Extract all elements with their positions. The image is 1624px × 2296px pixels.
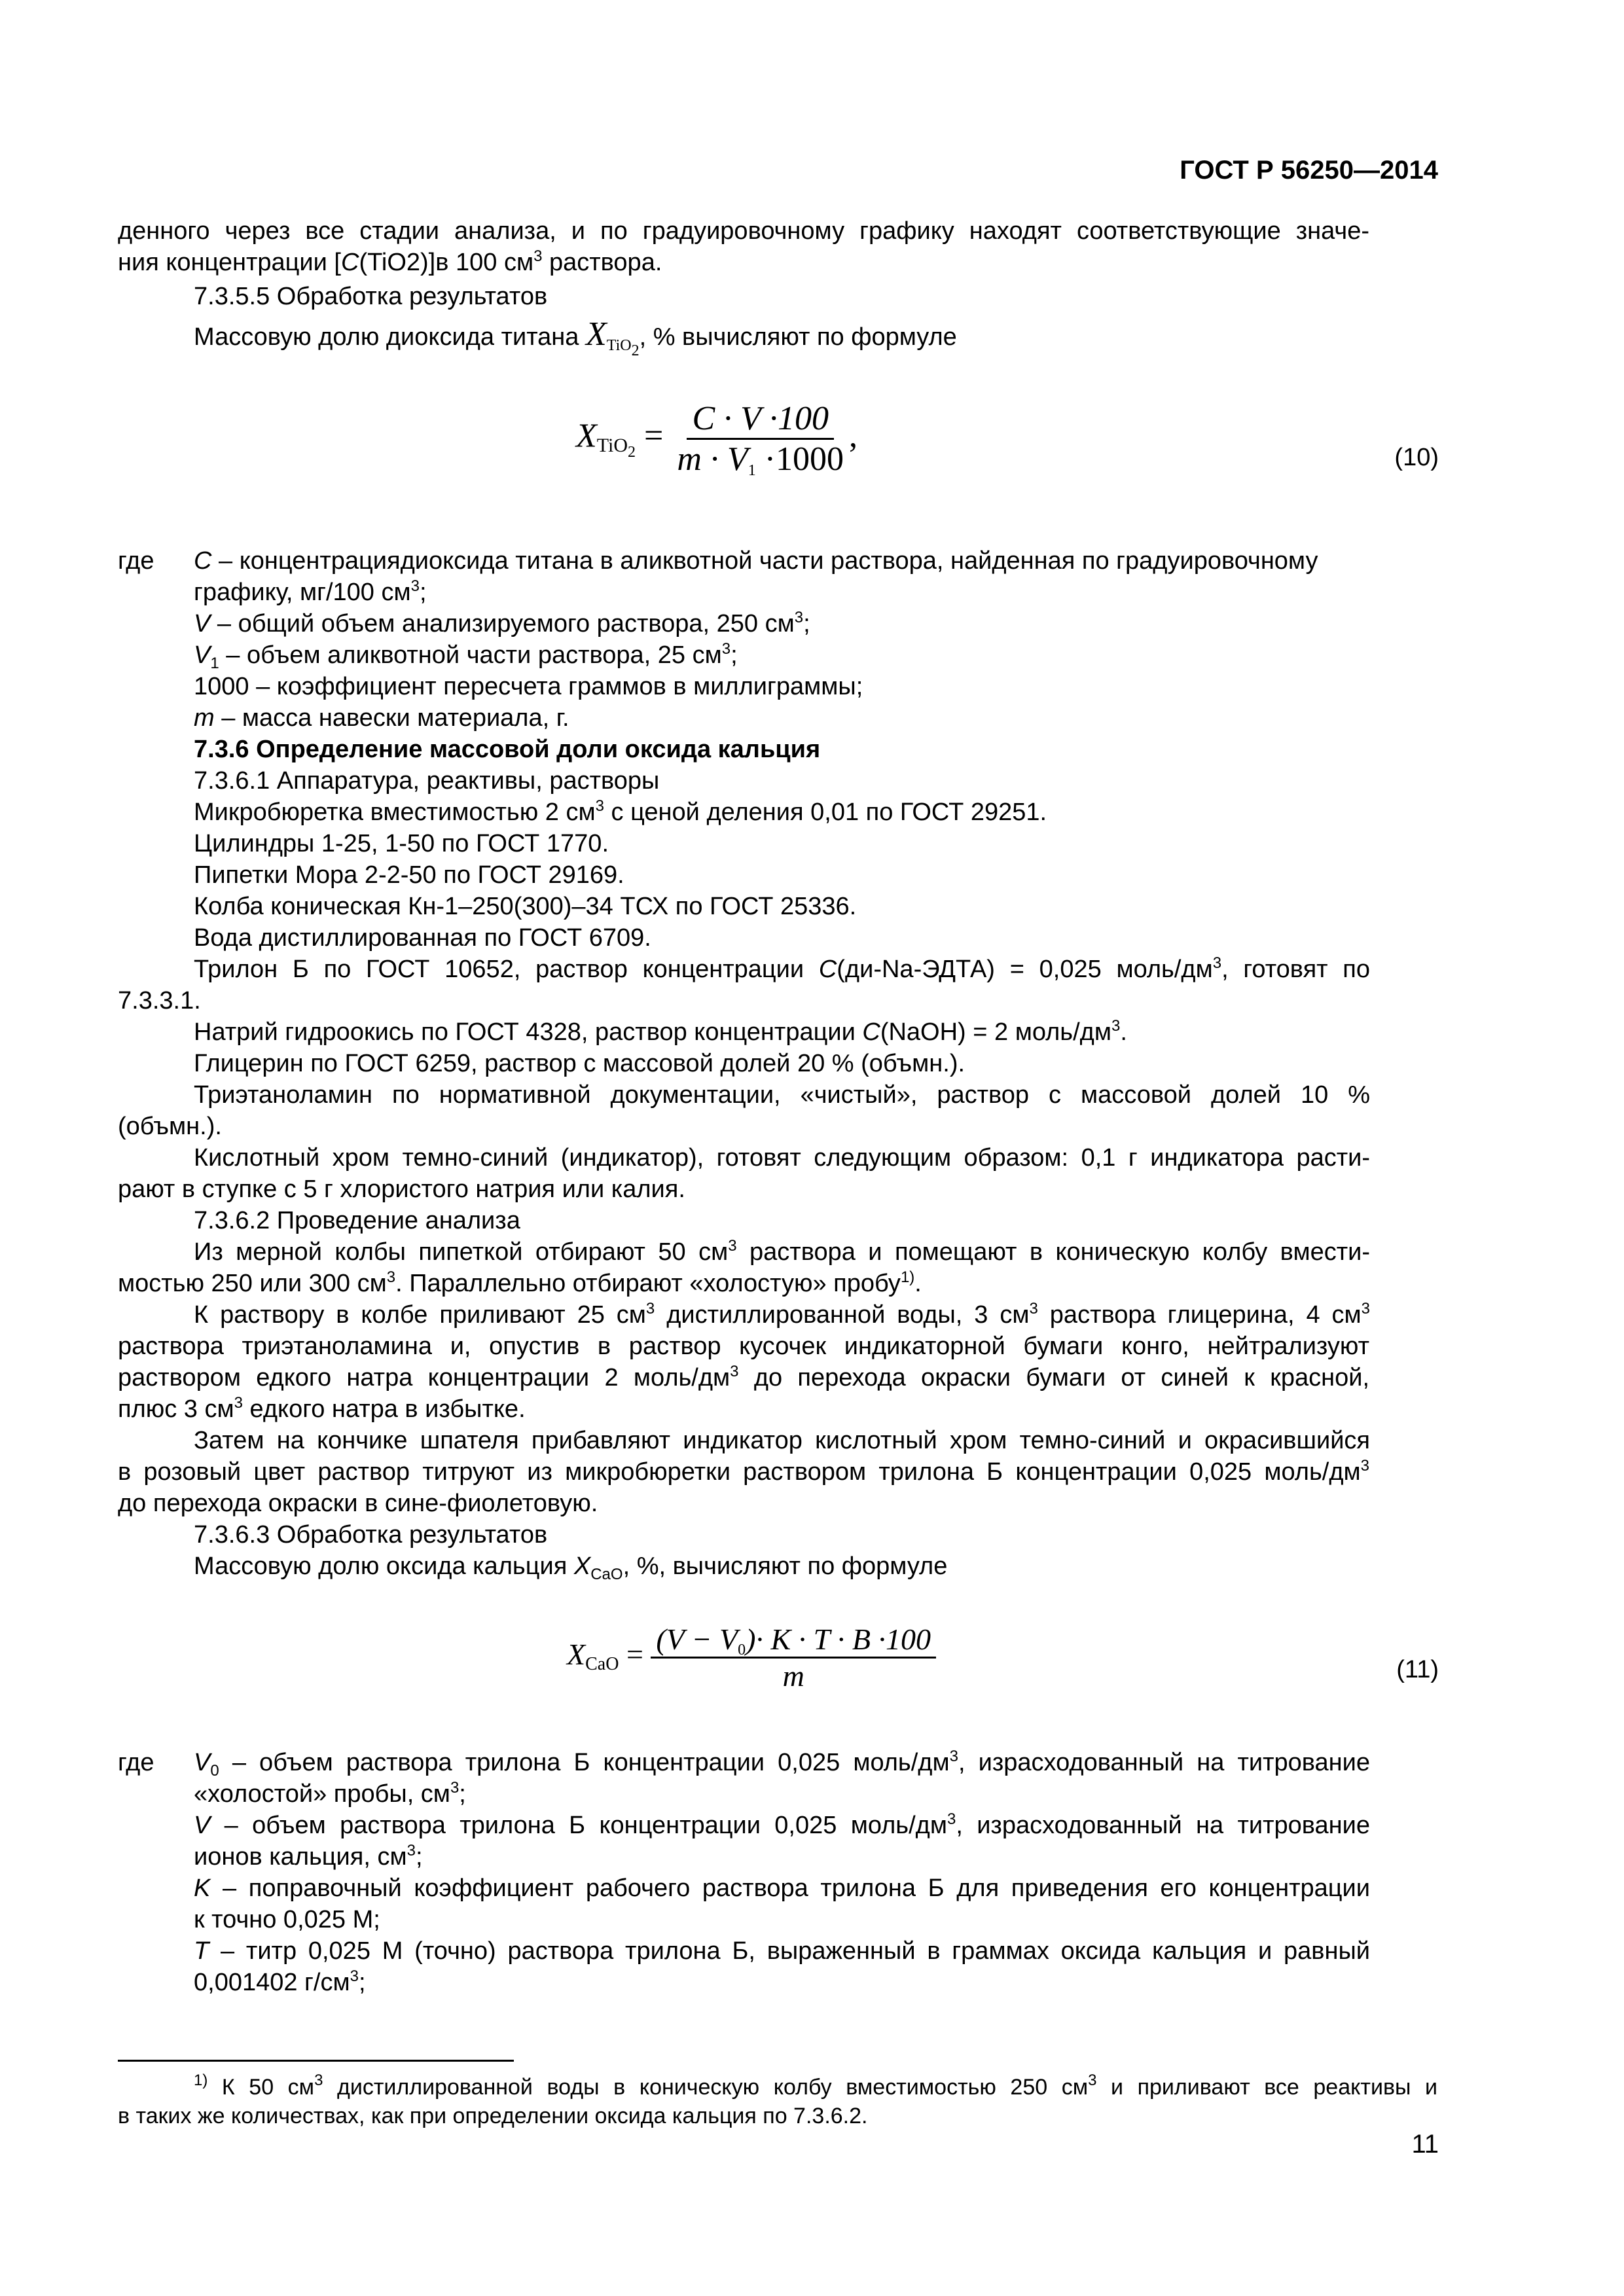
equipment-cylinders: Цилиндры 1-25, 1-50 по ГОСТ 1770. bbox=[194, 830, 609, 857]
where2-k: K – поправочный коэффициент рабочего раствора трилона Б для приведения его концентрации bbox=[194, 1874, 1370, 1902]
reagent-triethanolamine: Триэтаноламин по нормативной документации, «чистый», раствор с массовой долей 10 % bbox=[194, 1081, 1370, 1109]
where2-t-cont: 0,001402 $г/см^3$; bbox=[194, 1967, 366, 1996]
intro-line-2: ния концентрации [С(TiO2)]в 100 $см^3$ раствора. bbox=[118, 247, 662, 276]
where1-m: m – масса навески материала, г. bbox=[194, 704, 569, 732]
analysis-p3-line1: Затем на кончике шпателя прибавляют индикатор кислотный хром темно-синий и окрасившийся bbox=[194, 1427, 1370, 1454]
reagent-triethanolamine-cont: (объмн.). bbox=[118, 1113, 222, 1140]
equipment-pipettes: Пипетки Мора 2-2-50 по ГОСТ 29169. bbox=[194, 861, 624, 889]
formula-10: $X_{TiO_2}$ = $\frac{C \cdot V \cdot 100}{m \cdot V_1 \cdot 1000}$ , bbox=[576, 400, 858, 479]
reagent-water: Вода дистиллированная по ГОСТ 6709. bbox=[194, 924, 651, 952]
equipment-microburette: Микробюретка вместимостью 2 $см^3$ с ценой деления 0,01 по ГОСТ 29251. bbox=[194, 797, 1047, 826]
footnote-line-1: $^{1)}$ К 50 $см^3$ дистиллированной воды в коническую колбу вместимостью 250 $см^3$ и приливают все реактивы и bbox=[194, 2072, 1438, 2100]
where2-v: V – объем раствора трилона Б концентрации 0,025 моль/$дм^3$, израсходованный на титрование bbox=[194, 1810, 1370, 1839]
section-7362-heading: 7.3.6.2 Проведение анализа bbox=[194, 1207, 520, 1234]
reagent-indicator-cont: рают в ступке с 5 г хлористого натрия или калия. bbox=[118, 1175, 685, 1203]
where2-v0: $V_0$ – объем раствора трилона Б концентрации 0,025 моль/$дм^3$, израсходованный на титрование bbox=[194, 1748, 1370, 1780]
where-label-1: где bbox=[118, 547, 154, 575]
where1-v: V – общий объем анализируемого раствора, 250 $см^3$; bbox=[194, 609, 810, 637]
section-7363-intro: Массовую долю оксида кальция $X_{CaO}$, %, вычисляют по формуле bbox=[194, 1552, 948, 1583]
analysis-p1-line2: мостью 250 или 300 $см^3$. Параллельно отбирают «холостую» пробу$^{1)}$. bbox=[118, 1268, 922, 1297]
analysis-p3-line3: до перехода окраски в сине-фиолетовую. bbox=[118, 1490, 598, 1517]
analysis-p2-line3: раствором едкого натра концентрации 2 моль/$дм^3$ до перехода окраски бумаги от синей к красной, bbox=[118, 1363, 1369, 1391]
section-7361-heading: 7.3.6.1 Аппаратура, реактивы, растворы bbox=[194, 767, 660, 795]
intro-line-1: денного через все стадии анализа, и по градуировочному графику находят соответствующие значе- bbox=[118, 217, 1369, 245]
section-7363-heading: 7.3.6.3 Обработка результатов bbox=[194, 1521, 548, 1549]
section-7355-intro: Массовую долю диоксида титана $X_{TiO_2}$, % вычисляют по формуле bbox=[194, 315, 957, 359]
where2-v-cont: ионов кальция, $см^3$; bbox=[194, 1842, 423, 1871]
where1-c: С – концентрациядиоксида титана в аликвотной части раствора, найденная по градуировочному bbox=[194, 547, 1318, 575]
analysis-p2-line2: раствора триэтаноламина и, опустив в раствор кусочек индикаторной бумаги конго, нейтрализуют bbox=[118, 1333, 1369, 1360]
analysis-p2-line1: К раствору в колбе приливают 25 $см^3$ дистиллированной воды, 3 $см^3$ раствора глицерина, 4 $см^3$ bbox=[194, 1300, 1370, 1329]
section-7355-heading: 7.3.5.5 Обработка результатов bbox=[194, 283, 548, 310]
equation-number-11: (11) bbox=[1396, 1656, 1439, 1683]
reagent-glycerin: Глицерин по ГОСТ 6259, раствор с массовой долей 20 % (объмн.). bbox=[194, 1050, 965, 1077]
reagent-indicator: Кислотный хром темно-синий (индикатор), готовят следующим образом: 0,1 г индикатора расти- bbox=[194, 1144, 1370, 1172]
analysis-p3-line2: в розовый цвет раствор титруют из микробюретки раствором трилона Б концентрации 0,025 моль/$дм^3$ bbox=[118, 1457, 1369, 1486]
where1-v1: $V_1$ – объем аликвотной части раствора, 25 $см^3$; bbox=[194, 640, 738, 672]
analysis-p2-line4: плюс 3 $см^3$ едкого натра в избытке. bbox=[118, 1394, 526, 1423]
section-736-heading: 7.3.6 Определение массовой доли оксида кальция bbox=[194, 736, 821, 763]
where2-t: T – титр 0,025 М (точно) раствора трилона Б, выраженный в граммах оксида кальция и равный bbox=[194, 1937, 1370, 1965]
document-id: ГОСТ Р 56250—2014 bbox=[1180, 156, 1438, 185]
footnote-rule bbox=[118, 2060, 514, 2062]
where1-1000: 1000 – коэффициент пересчета граммов в миллиграммы; bbox=[194, 673, 863, 700]
where1-c-cont: графику, мг/100 $см^3$; bbox=[194, 577, 427, 606]
reagent-trilon: Трилон Б по ГОСТ 10652, раствор концентрации С(ди-Na-ЭДТА) = 0,025 моль/$дм^3$, готовят по bbox=[194, 954, 1371, 983]
page-number: 11 bbox=[1411, 2130, 1439, 2159]
reagent-naoh: Натрий гидроокись по ГОСТ 4328, раствор концентрации С(NaOH) = 2 моль/$дм^3$. bbox=[194, 1017, 1127, 1046]
analysis-p1-line1: Из мерной колбы пипеткой отбирают 50 $см^3$ раствора и помещают в коническую колбу вмести- bbox=[194, 1237, 1370, 1266]
where2-v0-cont: «холостой» пробы, $см^3$; bbox=[194, 1779, 466, 1808]
where2-k-cont: к точно 0,025 М; bbox=[194, 1906, 380, 1933]
where-label-2: где bbox=[118, 1749, 154, 1776]
formula-11: $X_{CaO}$ = $\frac{(V - V_0)\cdot K \cdot T \cdot B \cdot 100}{m}$ bbox=[567, 1622, 936, 1693]
equation-number-10: (10) bbox=[1394, 444, 1439, 471]
reagent-trilon-cont: 7.3.3.1. bbox=[118, 987, 201, 1014]
equipment-flask: Колба коническая Кн-1–250(300)–34 ТСХ по ГОСТ 25336. bbox=[194, 893, 857, 920]
footnote-line-2: в таких же количествах, как при определении оксида кальция по 7.3.6.2. bbox=[118, 2104, 868, 2128]
